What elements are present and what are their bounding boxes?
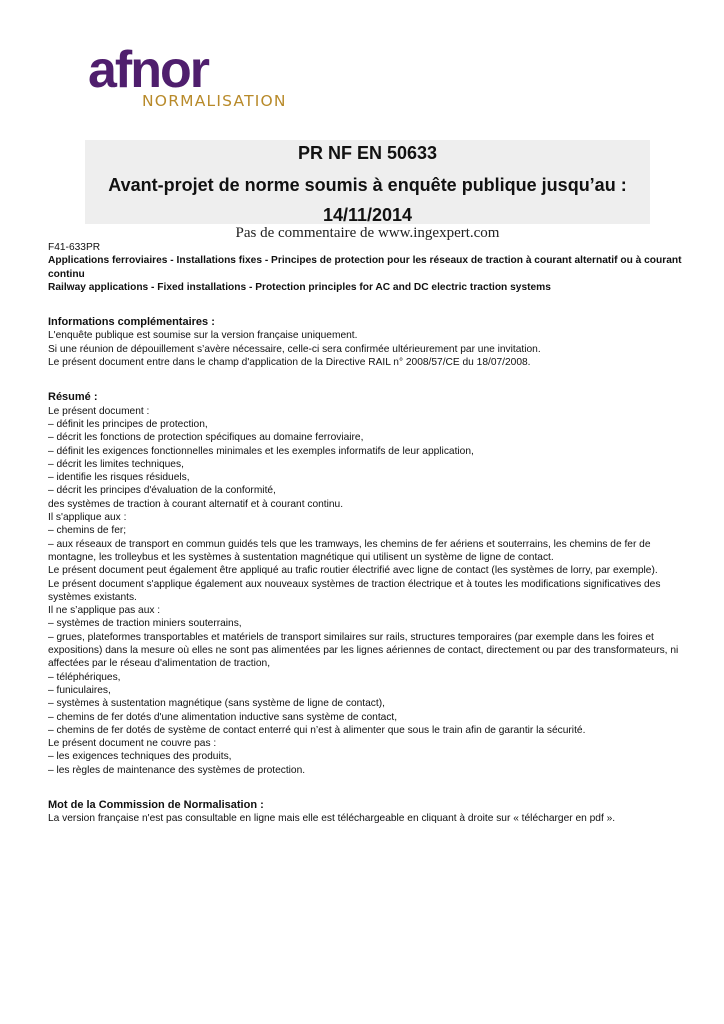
title-english: Railway applications - Fixed installations - Protection principles for AC and DC electric traction systems bbox=[48, 281, 551, 293]
resume-line: – systèmes de traction miniers souterrains, bbox=[48, 618, 242, 630]
resume-line: – décrit les fonctions de protection spécifiques au domaine ferroviaire, bbox=[48, 432, 364, 444]
document-body bbox=[48, 241, 693, 826]
info-line: Si une réunion de dépouillement s’avère nécessaire, celle-ci sera confirmée ultérieurement par une invitation. bbox=[48, 343, 541, 355]
resume-line: – chemins de fer; bbox=[48, 525, 127, 537]
title-french: Applications ferroviaires - Installations fixes - Principes de protection pour les réseaux de traction à courant alternatif ou à courant continu bbox=[48, 255, 682, 280]
resume-line: – téléphériques, bbox=[48, 671, 121, 683]
resume-line: Il ne s’applique pas aux : bbox=[48, 605, 161, 617]
resume-line: Le présent document ne couvre pas : bbox=[48, 738, 217, 750]
resume-line: Le présent document peut également être appliqué au trafic routier électrifié avec ligne de contact (les systèmes de lorry, par exemple). bbox=[48, 565, 658, 577]
resume-line: – décrit les principes d'évaluation de la conformité, bbox=[48, 485, 276, 497]
afnor-logo bbox=[88, 41, 313, 114]
comment-notice: Pas de commentaire de www.ingexpert.com bbox=[235, 225, 500, 241]
resume-line: – funiculaires, bbox=[48, 684, 111, 696]
info-line: L'enquête publique est soumise sur la version française uniquement. bbox=[48, 330, 358, 342]
commission-text: La version française n'est pas consultable en ligne mais elle est téléchargeable en cliquant à droite sur « télécharger en pdf ». bbox=[48, 813, 616, 825]
resume-line: – aux réseaux de transport en commun guidés tels que les tramways, les chemins de fer aériens et souterrains, les chemins de fer de montagne, les trolleybus et les systèmes à sustentation magnétique qui utilisent un système de ligne de contact. bbox=[48, 538, 651, 563]
resume-line: – décrit les limites techniques, bbox=[48, 458, 184, 470]
enquiry-title: Avant-projet de norme soumis à enquête publique jusqu’au : bbox=[108, 175, 627, 195]
resume-line: Le présent document : bbox=[48, 405, 150, 417]
info-heading: Informations complémentaires : bbox=[48, 316, 215, 329]
enquiry-date: 14/11/2014 bbox=[322, 205, 413, 225]
resume-heading: Résumé : bbox=[48, 391, 98, 404]
resume-line: – systèmes à sustentation magnétique (sans système de ligne de contact), bbox=[48, 698, 385, 710]
resume-line: des systèmes de traction à courant alternatif et à courant continu. bbox=[48, 498, 344, 510]
logo-subtitle: NORMALISATION bbox=[142, 92, 287, 110]
resume-line: – chemins de fer dotés d'une alimentation inductive sans système de contact, bbox=[48, 711, 398, 723]
document-code: F41-633PR bbox=[48, 242, 101, 253]
info-line: Le présent document entre dans le champ d'application de la Directive RAIL n° 2008/57/CE du 18/07/2008. bbox=[48, 357, 531, 369]
logo-brand: afnor bbox=[88, 41, 208, 99]
resume-line: – définit les principes de protection, bbox=[48, 418, 208, 430]
standard-reference: PR NF EN 50633 bbox=[297, 143, 438, 163]
resume-line: – les règles de maintenance des systèmes de protection. bbox=[48, 764, 306, 776]
commission-heading: Mot de la Commission de Normalisation : bbox=[48, 798, 264, 811]
resume-line: – les exigences techniques des produits, bbox=[48, 751, 232, 763]
resume-line: – identifie les risques résiduels, bbox=[48, 472, 190, 484]
resume-line: Il s'applique aux : bbox=[48, 512, 127, 524]
resume-line: Le présent document s'applique également aux nouveaux systèmes de traction électrique et à toutes les modifications significatives des systèmes existants. bbox=[48, 578, 661, 603]
resume-line: – définit les exigences fonctionnelles minimales et les exemples informatifs de leur application, bbox=[48, 445, 474, 457]
resume-line: – chemins de fer dotés de système de contact enterré qui n’est à alimenter que sous le train afin de garantir la sécurité. bbox=[48, 724, 586, 736]
resume-line: – grues, plateformes transportables et matériels de transport similaires sur rails, structures temporaires (par exemple dans les foires et expositions) dans la mesure où elles ne sont pas alimentées par les lignes aériennes de contact, directement ou par des transformateurs, ni affectées par le réseau d'alimentation de traction, bbox=[48, 631, 679, 670]
